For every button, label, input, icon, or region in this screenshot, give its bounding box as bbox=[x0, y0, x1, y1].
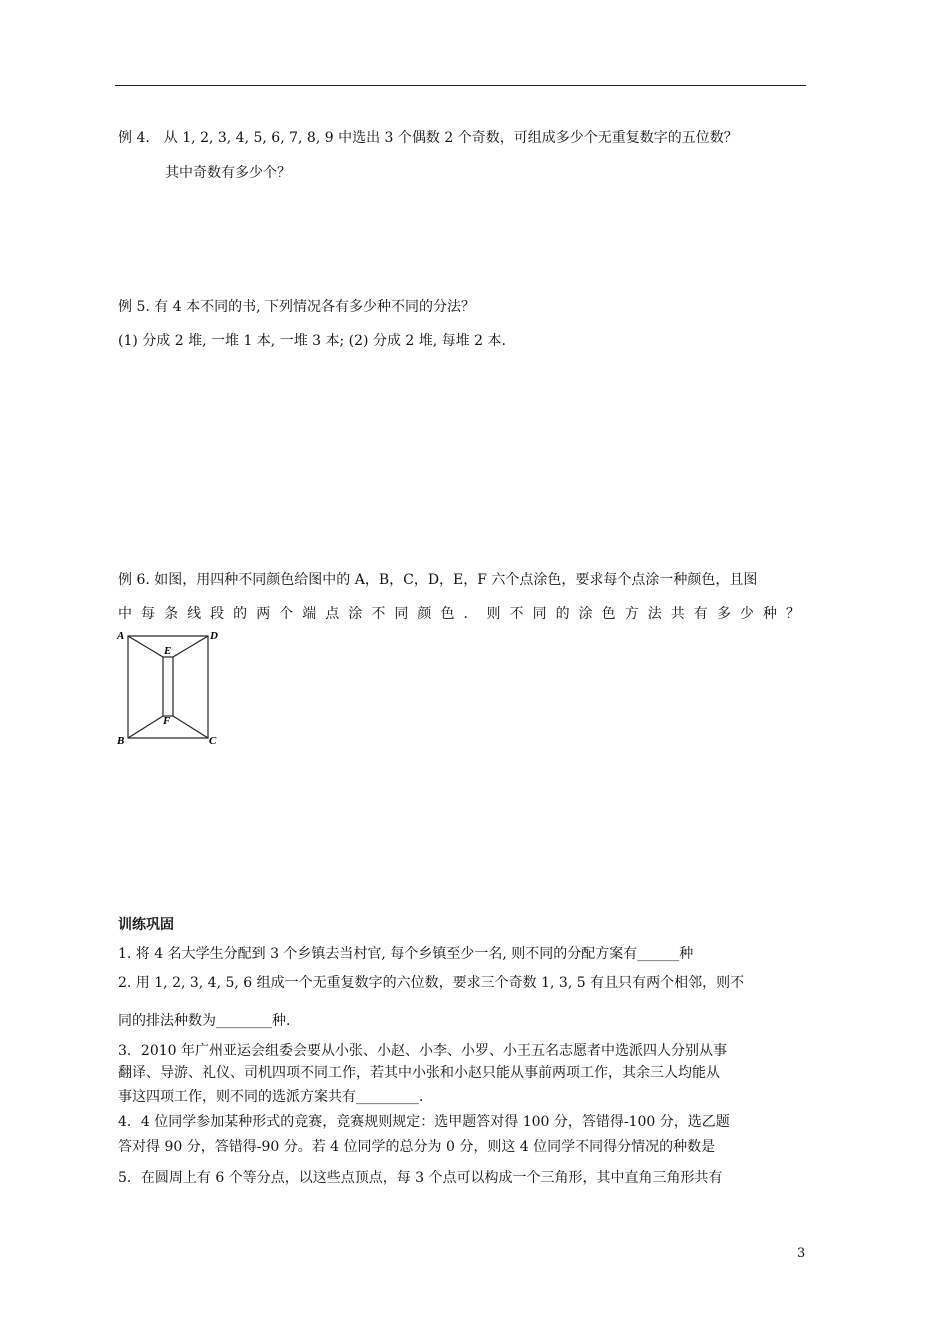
label-e: E bbox=[164, 645, 172, 657]
example-6-line-2-char: 中 bbox=[118, 606, 132, 622]
segment-bf bbox=[128, 716, 163, 738]
example-6-line-2-char: 线 bbox=[187, 606, 202, 622]
question-1: 1. 将 4 名大学生分配到 3 个乡镇去当村官, 每个乡镇至少一名, 则不同的分配方案有______种 bbox=[118, 946, 694, 962]
label-c: C bbox=[209, 735, 217, 747]
example-6-line-2-char: 涂 bbox=[578, 606, 593, 622]
segment-ae bbox=[128, 636, 163, 657]
example-6-line-2-char: 同 bbox=[532, 606, 547, 622]
example-6-line-2-char: 段 bbox=[210, 606, 225, 622]
example-6-line-2-char: 不 bbox=[371, 606, 386, 622]
label-a: A bbox=[117, 630, 125, 642]
example-6-line-2-char: 方 bbox=[624, 606, 639, 622]
segment-de bbox=[173, 636, 208, 657]
header-rule bbox=[115, 85, 806, 86]
example-6-line-2-char: 法 bbox=[647, 606, 662, 622]
example-6-line-2-char: 有 bbox=[693, 606, 708, 622]
example-4-line-1: 例 4. 从 1, 2, 3, 4, 5, 6, 7, 8, 9 中选出 3 个偶数 2 个奇数，可组成多少个无重复数字的五位数？ bbox=[118, 130, 738, 146]
question-3-line-2: 翻译、导游、礼仪、司机四项不同工作，若其中小张和小赵只能从事前两项工作，其余三人均能从 bbox=[118, 1065, 720, 1081]
example-6-line-2-char: 种 bbox=[762, 606, 777, 622]
question-2-line-1: 2. 用 1, 2, 3, 4, 5, 6 组成一个无重复数字的六位数，要求三个奇数 1, 3, 5 有且只有两个相邻，则不 bbox=[118, 975, 745, 991]
question-4-line-2: 答对得 90 分，答错得-90 分。若 4 位同学的总分为 0 分，则这 4 位同学不同得分情况的种数是 bbox=[118, 1139, 716, 1155]
example-6-line-2 bbox=[118, 604, 800, 624]
example-6-line-2-char: ． bbox=[463, 606, 478, 622]
segment-cf bbox=[173, 716, 208, 738]
question-4-line-1: 4．4 位同学参加某种形式的竞赛，竞赛规则规定：选甲题答对得 100 分，答错得-100 分，选乙题 bbox=[118, 1114, 730, 1130]
example-5-line-2: (1) 分成 2 堆, 一堆 1 本, 一堆 3 本; (2) 分成 2 堆, 每堆 2 本. bbox=[118, 333, 506, 349]
geometry-figure bbox=[110, 626, 230, 751]
example-6-line-2-char: 不 bbox=[509, 606, 524, 622]
label-f: F bbox=[163, 715, 171, 727]
example-6-line-2-char: ？ bbox=[785, 606, 800, 622]
example-6-line-2-char: 多 bbox=[716, 606, 731, 622]
example-6-line-2-char: 颜 bbox=[417, 606, 432, 622]
example-5-line-1: 例 5. 有 4 本不同的书, 下列情况各有多少种不同的分法？ bbox=[118, 299, 475, 315]
example-6-line-2-char: 色 bbox=[440, 606, 455, 622]
example-6-line-2-char: 涂 bbox=[348, 606, 363, 622]
label-d: D bbox=[210, 630, 218, 642]
example-6-line-2-char: 色 bbox=[601, 606, 616, 622]
example-6-line-2-char: 点 bbox=[325, 606, 340, 622]
example-6-line-2-char: 个 bbox=[279, 606, 294, 622]
example-6-line-2-char: 同 bbox=[394, 606, 409, 622]
example-6-line-2-char: 条 bbox=[164, 606, 179, 622]
example-6-line-2-char: 的 bbox=[233, 606, 248, 622]
example-4-line-2: 其中奇数有多少个？ bbox=[165, 165, 291, 181]
question-3-line-1: 3．2010 年广州亚运会组委会要从小张、小赵、小李、小罗、小王五名志愿者中选派四人分别从事 bbox=[118, 1043, 727, 1059]
example-6-line-2-char: 共 bbox=[670, 606, 685, 622]
question-5: 5．在圆周上有 6 个等分点，以这些点顶点，每 3 个点可以构成一个三角形，其中直角三角形共有 bbox=[118, 1170, 723, 1186]
label-b: B bbox=[117, 735, 125, 747]
example-6-line-2-char: 则 bbox=[486, 606, 501, 622]
practice-heading: 训练巩固 bbox=[118, 917, 174, 933]
example-6-line-2-char: 两 bbox=[256, 606, 271, 622]
question-3-line-3: 事这四项工作，则不同的选派方案共有_________． bbox=[118, 1089, 433, 1105]
example-6-line-1: 例 6. 如图，用四种不同颜色给图中的 A，B，C，D，E，F 六个点涂色，要求每个点涂一种颜色，且图 bbox=[118, 572, 758, 588]
page-number: 3 bbox=[797, 1246, 806, 1261]
example-6-line-2-char: 每 bbox=[141, 606, 156, 622]
example-6-line-2-char: 端 bbox=[302, 606, 317, 622]
example-6-line-2-char: 的 bbox=[555, 606, 570, 622]
example-6-line-2-char: 少 bbox=[739, 606, 754, 622]
question-2-line-2: 同的排法种数为________种. bbox=[118, 1013, 291, 1029]
